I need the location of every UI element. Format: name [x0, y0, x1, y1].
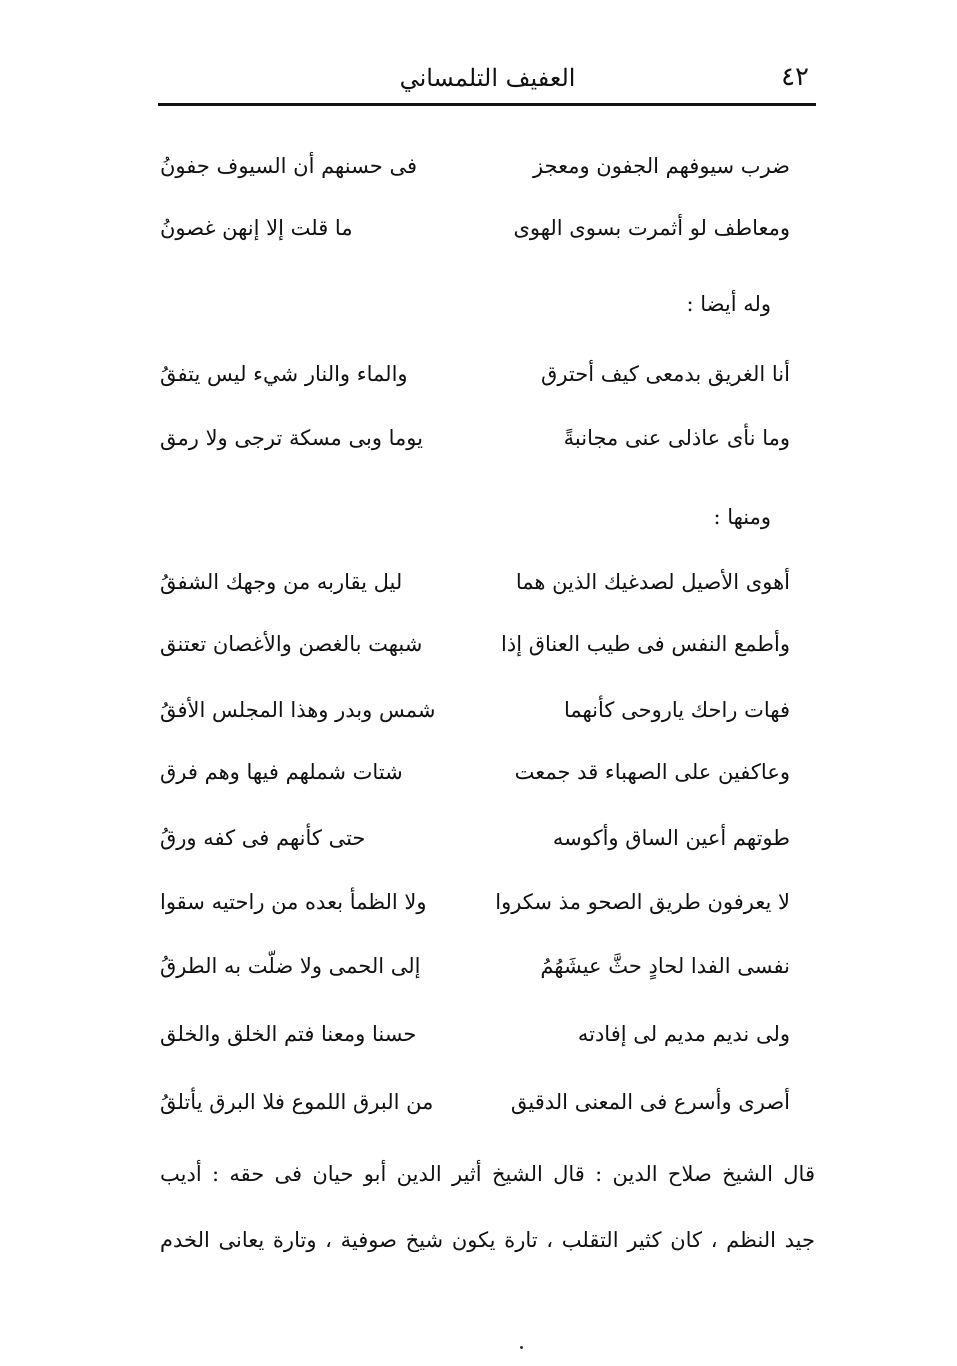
- ink-speck: [520, 1346, 523, 1349]
- verse-line: [160, 146, 790, 186]
- prose-line: جيد النظم ، كان كثير التقلب ، تارة يكون شيخ صوفية ، وتارة يعانى الخدم: [160, 1228, 815, 1252]
- verse-line: [160, 624, 790, 664]
- verse-line: [160, 562, 790, 602]
- verse-hemistich-first: وأطمع النفس فى طيب العناق إذا: [501, 632, 790, 656]
- verse-hemistich-second: شمس وبدر وهذا المجلس الأفقُ: [160, 698, 436, 722]
- verse-hemistich-first: لا يعرفون طريق الصحو مذ سكروا: [495, 890, 790, 914]
- verse-hemistich-first: فهات راحك ياروحى كأنهما: [563, 698, 790, 722]
- verse-line: [160, 418, 790, 458]
- verse-hemistich-second: حسنا ومعنا فتم الخلق والخلق: [160, 1022, 417, 1046]
- verse-hemistich-first: وعاكفين على الصهباء قد جمعت: [514, 760, 790, 784]
- prose-line: قال الشيخ صلاح الدين : قال الشيخ أثير الدين أبو حيان فى حقه : أديب: [160, 1162, 815, 1186]
- verse-line: [160, 354, 790, 394]
- verse-line: [160, 752, 790, 792]
- verse-hemistich-first: ولى نديم مديم لى إفادته: [577, 1022, 790, 1046]
- verse-hemistich-second: ولا الظمأ بعده من راحتيه سقوا: [160, 890, 427, 914]
- verse-hemistich-first: ضرب سيوفهم الجفون ومعجز: [532, 154, 790, 178]
- header-rule: [158, 103, 816, 106]
- verse-hemistich-first: ومعاطف لو أثمرت بسوى الهوى: [513, 216, 790, 240]
- page-header: [160, 62, 815, 98]
- verse-line: [160, 1014, 790, 1054]
- verse-hemistich-first: طوتهم أعين الساق وأكوسه: [552, 826, 790, 850]
- verse-hemistich-second: ليل يقاربه من وجهك الشفقُ: [160, 570, 403, 594]
- verse-hemistich-second: من البرق اللموع فلا البرق يأتلقُ: [160, 1090, 434, 1114]
- running-title: العفيف التلمساني: [399, 64, 576, 92]
- verse-line: [160, 1082, 790, 1122]
- verse-hemistich-first: أصرى وأسرع فى المعنى الدقيق: [510, 1090, 790, 1114]
- verse-line: [160, 946, 790, 986]
- verse-hemistich-second: ما قلت إلا إنهن غصونُ: [160, 216, 353, 240]
- verse-hemistich-second: شتات شملهم فيها وهم فرق: [160, 760, 403, 784]
- verse-hemistich-first: نفسى الفدا لحادٍ حثَّ عيشَهُمُ: [540, 954, 790, 978]
- verse-line: [160, 882, 790, 922]
- verse-hemistich-first: أهوى الأصيل لصدغيك الذين هما: [515, 570, 790, 594]
- verse-line: [160, 690, 790, 730]
- verse-hemistich-second: والماء والنار شيء ليس يتفقُ: [160, 362, 408, 386]
- verse-hemistich-second: إلى الحمى ولا ضلّت به الطرقُ: [160, 954, 421, 978]
- verse-line: [160, 208, 790, 248]
- section-heading: وله أيضا :: [686, 292, 771, 316]
- verse-hemistich-first: وما نأى عاذلى عنى مجانبةً: [563, 426, 790, 450]
- verse-hemistich-second: شبهت بالغصن والأغصان تعتنق: [160, 632, 423, 656]
- verse-line: [160, 818, 790, 858]
- verse-hemistich-second: فى حسنهم أن السيوف جفونُ: [160, 154, 418, 178]
- verse-hemistich-first: أنا الغريق بدمعى كيف أحترق: [541, 362, 790, 386]
- page-number: ٤٢: [781, 62, 809, 92]
- verse-hemistich-second: يوما وبى مسكة ترجى ولا رمق: [160, 426, 423, 450]
- section-heading: ومنها :: [713, 505, 771, 529]
- verse-hemistich-second: حتى كأنهم فى كفه ورقُ: [160, 826, 366, 850]
